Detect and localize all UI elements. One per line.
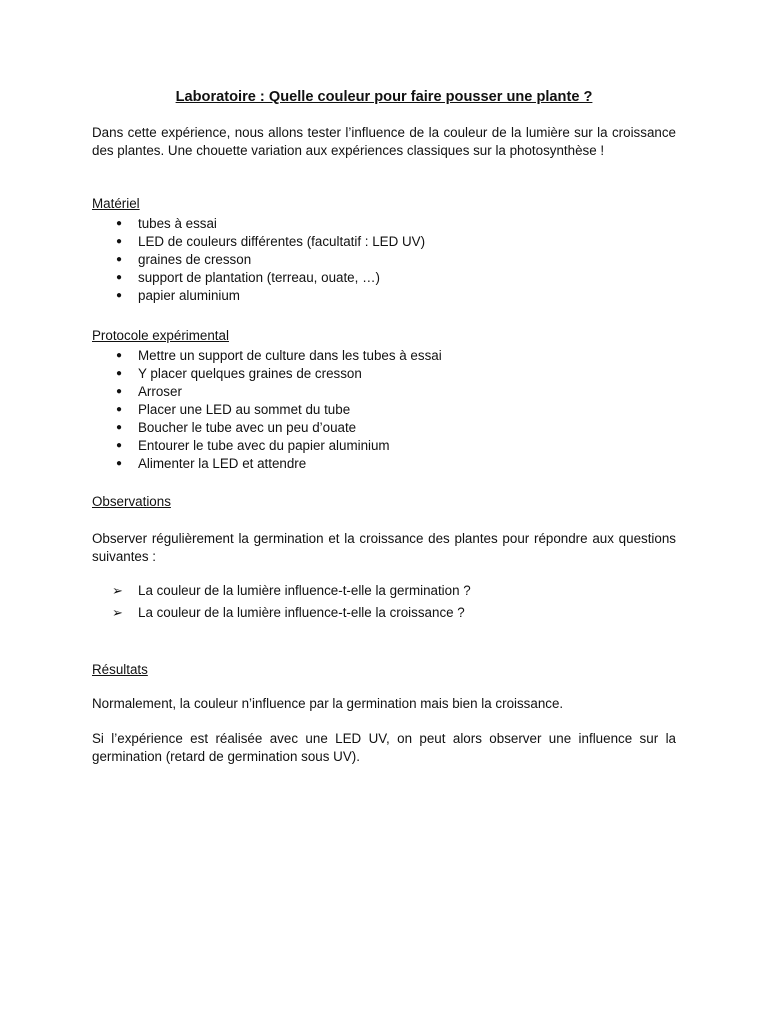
- questions-list: [92, 582, 676, 626]
- bullet-icon: ●: [115, 272, 123, 283]
- list-item: ● LED de couleurs différentes (facultatif : LED UV): [115, 234, 426, 249]
- bullet-icon: ●: [115, 458, 123, 469]
- bullet-icon: ●: [115, 290, 123, 301]
- bullet-icon: ●: [115, 386, 123, 397]
- observations-paragraph: Observer régulièrement la germination et la croissance des plantes pour répondre aux questions suivantes :: [92, 531, 676, 564]
- list-item: ● Boucher le tube avec un peu d’ouate: [115, 420, 357, 435]
- list-item: ● support de plantation (terreau, ouate, …): [115, 270, 380, 285]
- list-item: ● Entourer le tube avec du papier aluminium: [115, 438, 390, 453]
- list-item: ● Mettre un support de culture dans les tubes à essai: [115, 348, 442, 363]
- bullet-icon: ●: [115, 254, 123, 265]
- resultats-heading: Résultats: [92, 662, 148, 677]
- materiel-list: [92, 215, 676, 305]
- list-item: ● Placer une LED au sommet du tube: [115, 402, 351, 417]
- list-item: ● Y placer quelques graines de cresson: [115, 366, 362, 381]
- list-item: ● papier aluminium: [115, 288, 240, 303]
- list-item: ➢ La couleur de la lumière influence-t-elle la germination ?: [112, 583, 471, 598]
- bullet-icon: ●: [115, 236, 123, 247]
- bullet-icon: ●: [115, 404, 123, 415]
- arrow-bullet-icon: ➢: [112, 605, 123, 620]
- list-item: ● Alimenter la LED et attendre: [115, 456, 307, 471]
- bullet-icon: ●: [115, 368, 123, 379]
- resultats-paragraph-2: Si l’expérience est réalisée avec une LED UV, on peut alors observer une influence sur la germination (retard de germination sous UV).: [92, 731, 676, 764]
- list-item: ● tubes à essai: [115, 216, 217, 231]
- list-item: ● graines de cresson: [115, 252, 252, 267]
- bullet-icon: ●: [115, 440, 123, 451]
- bullet-icon: ●: [115, 350, 123, 361]
- resultats-paragraph-1: Normalement, la couleur n’influence par la germination mais bien la croissance.: [92, 696, 564, 711]
- bullet-icon: ●: [115, 422, 123, 433]
- list-item: ➢ La couleur de la lumière influence-t-elle la croissance ?: [112, 605, 465, 620]
- bullet-icon: ●: [115, 218, 123, 229]
- protocole-list: [92, 347, 676, 473]
- protocole-heading: Protocole expérimental: [92, 328, 229, 343]
- arrow-bullet-icon: ➢: [112, 583, 123, 598]
- materiel-heading: Matériel: [92, 196, 140, 211]
- intro-paragraph: Dans cette expérience, nous allons tester l’influence de la couleur de la lumière sur la croissance des plantes. Une chouette variation aux expériences classiques sur la photosynthèse !: [92, 125, 676, 158]
- observations-heading: Observations: [92, 494, 171, 509]
- list-item: ● Arroser: [115, 384, 182, 399]
- document-title: Laboratoire : Quelle couleur pour faire pousser une plante ?: [175, 89, 593, 105]
